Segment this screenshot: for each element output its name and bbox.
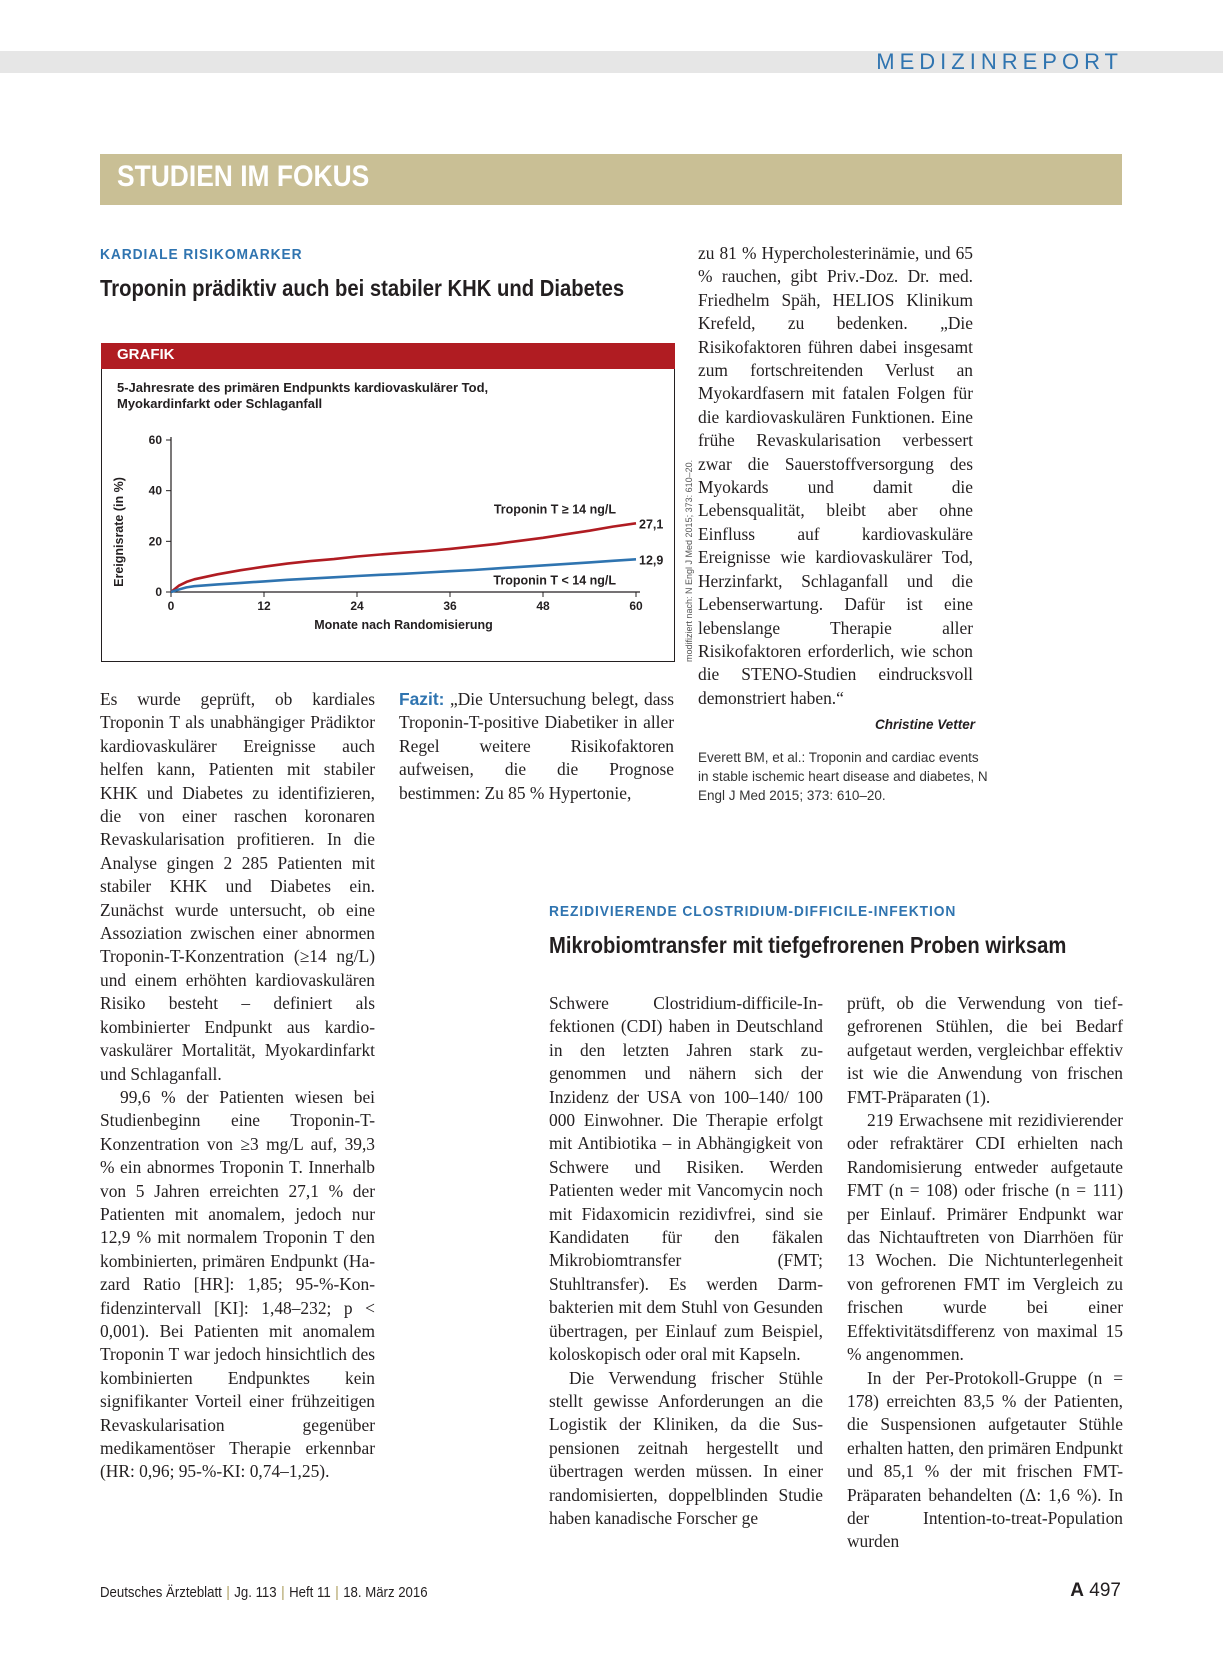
journal-issue: Heft 11 bbox=[289, 1584, 331, 1601]
y-tick-label: 20 bbox=[148, 534, 162, 549]
x-tick-label: 0 bbox=[167, 599, 175, 613]
x-tick-label: 12 bbox=[257, 599, 271, 613]
article2-paragraph: Schwere Clostridium-difficile-Infektionen (CDI) haben in Deutschland in den letzten Jahren stark zugenommen und nähern sich der Inzidenz der USA von 100–140/ 100 000 Einwohner. Die Therapie erfolgt mit Antibiotika – in Abhängigkeit von Schwere und Risiken. Werden Patienten weder mit Vancomycin noch mit Fidaxomicin rezidivfrei, sind sie Kandidaten für den fäkalen Mikrobiomtransfer (FMT; Stuhltransfer). Es werden Darmbakterien mit dem Stuhl von Gesunden übertragen, per Einlauf zum Beispiel, koloskopisch oder oral mit Kapseln. bbox=[549, 993, 823, 1365]
article1-paragraph: Es wurde geprüft, ob kardiales Troponin T als unabhängiger Prädiktor kardiovaskulärer Ereignisse auch helfen kann, Patienten mit stabiler KHK und Diabetes zu identifizieren, die von einer raschen koronaren Revaskularisation profitieren. In die Analyse gingen 2 285 Patienten mit stabiler KHK und Diabetes ein. Zunächst wurde untersucht, ob eine Assoziation zwischen einer abnormen Troponin-T-Konzentration (≥14 ng/L) und einem erhöhten kardiovaskulären Risiko besteht – definiert als kombinierter Endpunkt aus kardiovaskulärer Mortalität, Myokardinfarkt und Schlaganfall. bbox=[100, 689, 375, 1084]
figure-label: GRAFIK bbox=[117, 346, 175, 363]
article2-column2 bbox=[847, 992, 1123, 1554]
journal-volume: Jg. 113 bbox=[234, 1584, 277, 1601]
article1-paragraph: 99,6 % der Patienten wiesen bei Studienbeginn eine Troponin-T-Konzentration von ≥3 mg/L auf, 39,3 % ein abnormes Troponin T. Innerhalb von 5 Jahren erreichten 27,1 % der Patienten mit anomalem, jedoch nur 12,9 % mit normalem Troponin T den kombinierten, primären Endpunkt (Hazard Ratio [HR]: 1,85; 95-%-Konfidenzintervall [KI]: 1,48–232; p < 0,001). Bei Patienten mit anomalem Troponin T war jedoch hinsichtlich des kombinierten Endpunktes kein signifikanter Vorteil einer frühzeitigen Revaskularisation gegenüber medikamentöser Therapie erkennbar (HR: 0,96; 95-%-KI: 0,74–1,25). bbox=[100, 1086, 375, 1482]
series-name-label: Troponin T ≥ 14 ng/L bbox=[493, 502, 616, 517]
article2-kicker: REZIDIVIERENDE CLOSTRIDIUM-DIFFICILE-INFEKTION bbox=[549, 903, 957, 920]
x-tick-label: 60 bbox=[629, 599, 643, 613]
banner-title: STUDIEN IM FOKUS bbox=[117, 160, 370, 193]
y-tick-label: 60 bbox=[148, 433, 162, 447]
figure-title-line2: Myokardinfarkt oder Schlaganfall bbox=[117, 396, 323, 411]
section-title: MEDIZINREPORT bbox=[876, 49, 1123, 74]
article1-column3 bbox=[698, 242, 973, 710]
figure-label-bar bbox=[101, 343, 675, 369]
x-tick-label: 24 bbox=[350, 599, 364, 613]
article2-paragraph: Die Verwendung frischer Stühle stellt gewisse Anforderungen an die Logistik der Kliniken, da die Suspensionen zeitnah hergestellt und übertragen werden müssen. In einer randomisierten, doppelblinden Studie haben kanadische Forscher ge bbox=[549, 1367, 823, 1528]
y-axis-label: Ereignisrate (in %) bbox=[112, 477, 126, 587]
footer: Deutsches Ärzteblatt | Jg. 113 | Heft 11 | 18. März 2016 bbox=[100, 1584, 428, 1601]
page-number: A 497 bbox=[1070, 1580, 1121, 1601]
article1-column1 bbox=[100, 688, 375, 1484]
article1-column2 bbox=[399, 688, 674, 805]
x-tick-label: 48 bbox=[536, 599, 550, 613]
article2-paragraph: 219 Erwachsene mit rezidivierender oder refraktärer CDI erhielten nach Randomisierung entweder aufgetaute FMT (n = 108) oder frische (n = 111) per Einlauf. Primärer Endpunkt war das Nichtauftreten von Diarrhöen für 13 Wochen. Die Nichtunterlegenheit von gefrorenen FMT im Vergleich zu frischen wurde bei einer Effektivitätsdifferenz von maximal 15 % angenommen. bbox=[847, 1110, 1123, 1365]
troponin-line-chart bbox=[101, 420, 673, 660]
series-end-label: 12,9 bbox=[639, 553, 664, 568]
journal-date: 18. März 2016 bbox=[343, 1584, 428, 1601]
article2-paragraph: prüft, ob die Verwendung von tiefgefrorenen Stühlen, die bei Bedarf aufgetaut werden, vergleichbar effektiv ist wie die Anwendung von frischen FMT-Präparaten (1). bbox=[847, 993, 1123, 1107]
article2-headline: Mikrobiomtransfer mit tiefgefrorenen Proben wirksam bbox=[549, 932, 1067, 958]
article1-headline: Troponin prädiktiv auch bei stabiler KHK und Diabetes bbox=[100, 275, 625, 301]
article1-quote: zu 81 % Hypercholesterinämie, und 65 % rauchen, gibt Priv.-Doz. Dr. med. Friedhelm Späh, HELIOS Klinikum Krefeld, zu bedenken. „Die Risikofaktoren führen dabei insgesamt zum fortschreitenden Verlust an Myokardfasern mit fatalen Folgen für die kardiovaskulären Funktionen. Eine frühe Revaskularisation verbessert zwar die Sauerstoffversorgung des Myokards und damit die Lebensqualität, bleibt aber ohne Einfluss auf kardiovaskuläre Ereignisse wie kardiovaskulärer Tod, Herzinfarkt, Schlaganfall und die Lebenserwartung. Dafür ist eine lebenslange Therapie aller Risikofaktoren erforderlich, wie schon die STENO-Studien eindrucksvoll demonstriert haben.“ bbox=[698, 243, 973, 708]
author: Christine Vetter bbox=[874, 717, 975, 732]
y-tick-label: 0 bbox=[155, 585, 162, 599]
fazit-label: Fazit: bbox=[399, 689, 445, 709]
y-tick-label: 40 bbox=[148, 483, 162, 498]
x-axis-label: Monate nach Randomisierung bbox=[314, 618, 493, 632]
article2-paragraph: In der Per-Protokoll-Gruppe (n = 178) erreichten 83,5 % der Patienten, die Suspensionen aufgetauter Stühle erhalten hatten, den primären Endpunkt und 85,1 % der mit frischen FMT-Präparaten behandelten (Δ: 1,6 %). In der Intention-to-treat-Population wurden bbox=[847, 1367, 1123, 1552]
journal-name: Deutsches Ärzteblatt bbox=[100, 1584, 222, 1601]
series-name-label: Troponin T < 14 ng/L bbox=[493, 573, 616, 588]
reference: Everett BM, et al.: Troponin and cardiac events in stable ischemic heart disease and diabetes, N Engl J Med 2015; 373: 610–20. bbox=[698, 750, 988, 803]
article2-column1 bbox=[549, 992, 823, 1530]
x-tick-label: 36 bbox=[443, 599, 457, 613]
article1-kicker: KARDIALE RISIKOMARKER bbox=[100, 246, 303, 263]
series-end-label: 27,1 bbox=[639, 517, 664, 532]
fazit-text: „Die Untersuchung belegt, dass Troponin-T-positive Diabetiker in aller Regel weitere Risikofaktoren aufweisen, die die Prognose bestimmen: Zu 85 % Hypertonie, bbox=[399, 689, 674, 803]
figure-title-line1: 5-Jahresrate des primären Endpunkts kardiovaskulärer Tod, bbox=[117, 380, 489, 395]
figure-credit: modifiziert nach: N Engl J Med 2015; 373: 610–20. bbox=[684, 459, 694, 662]
